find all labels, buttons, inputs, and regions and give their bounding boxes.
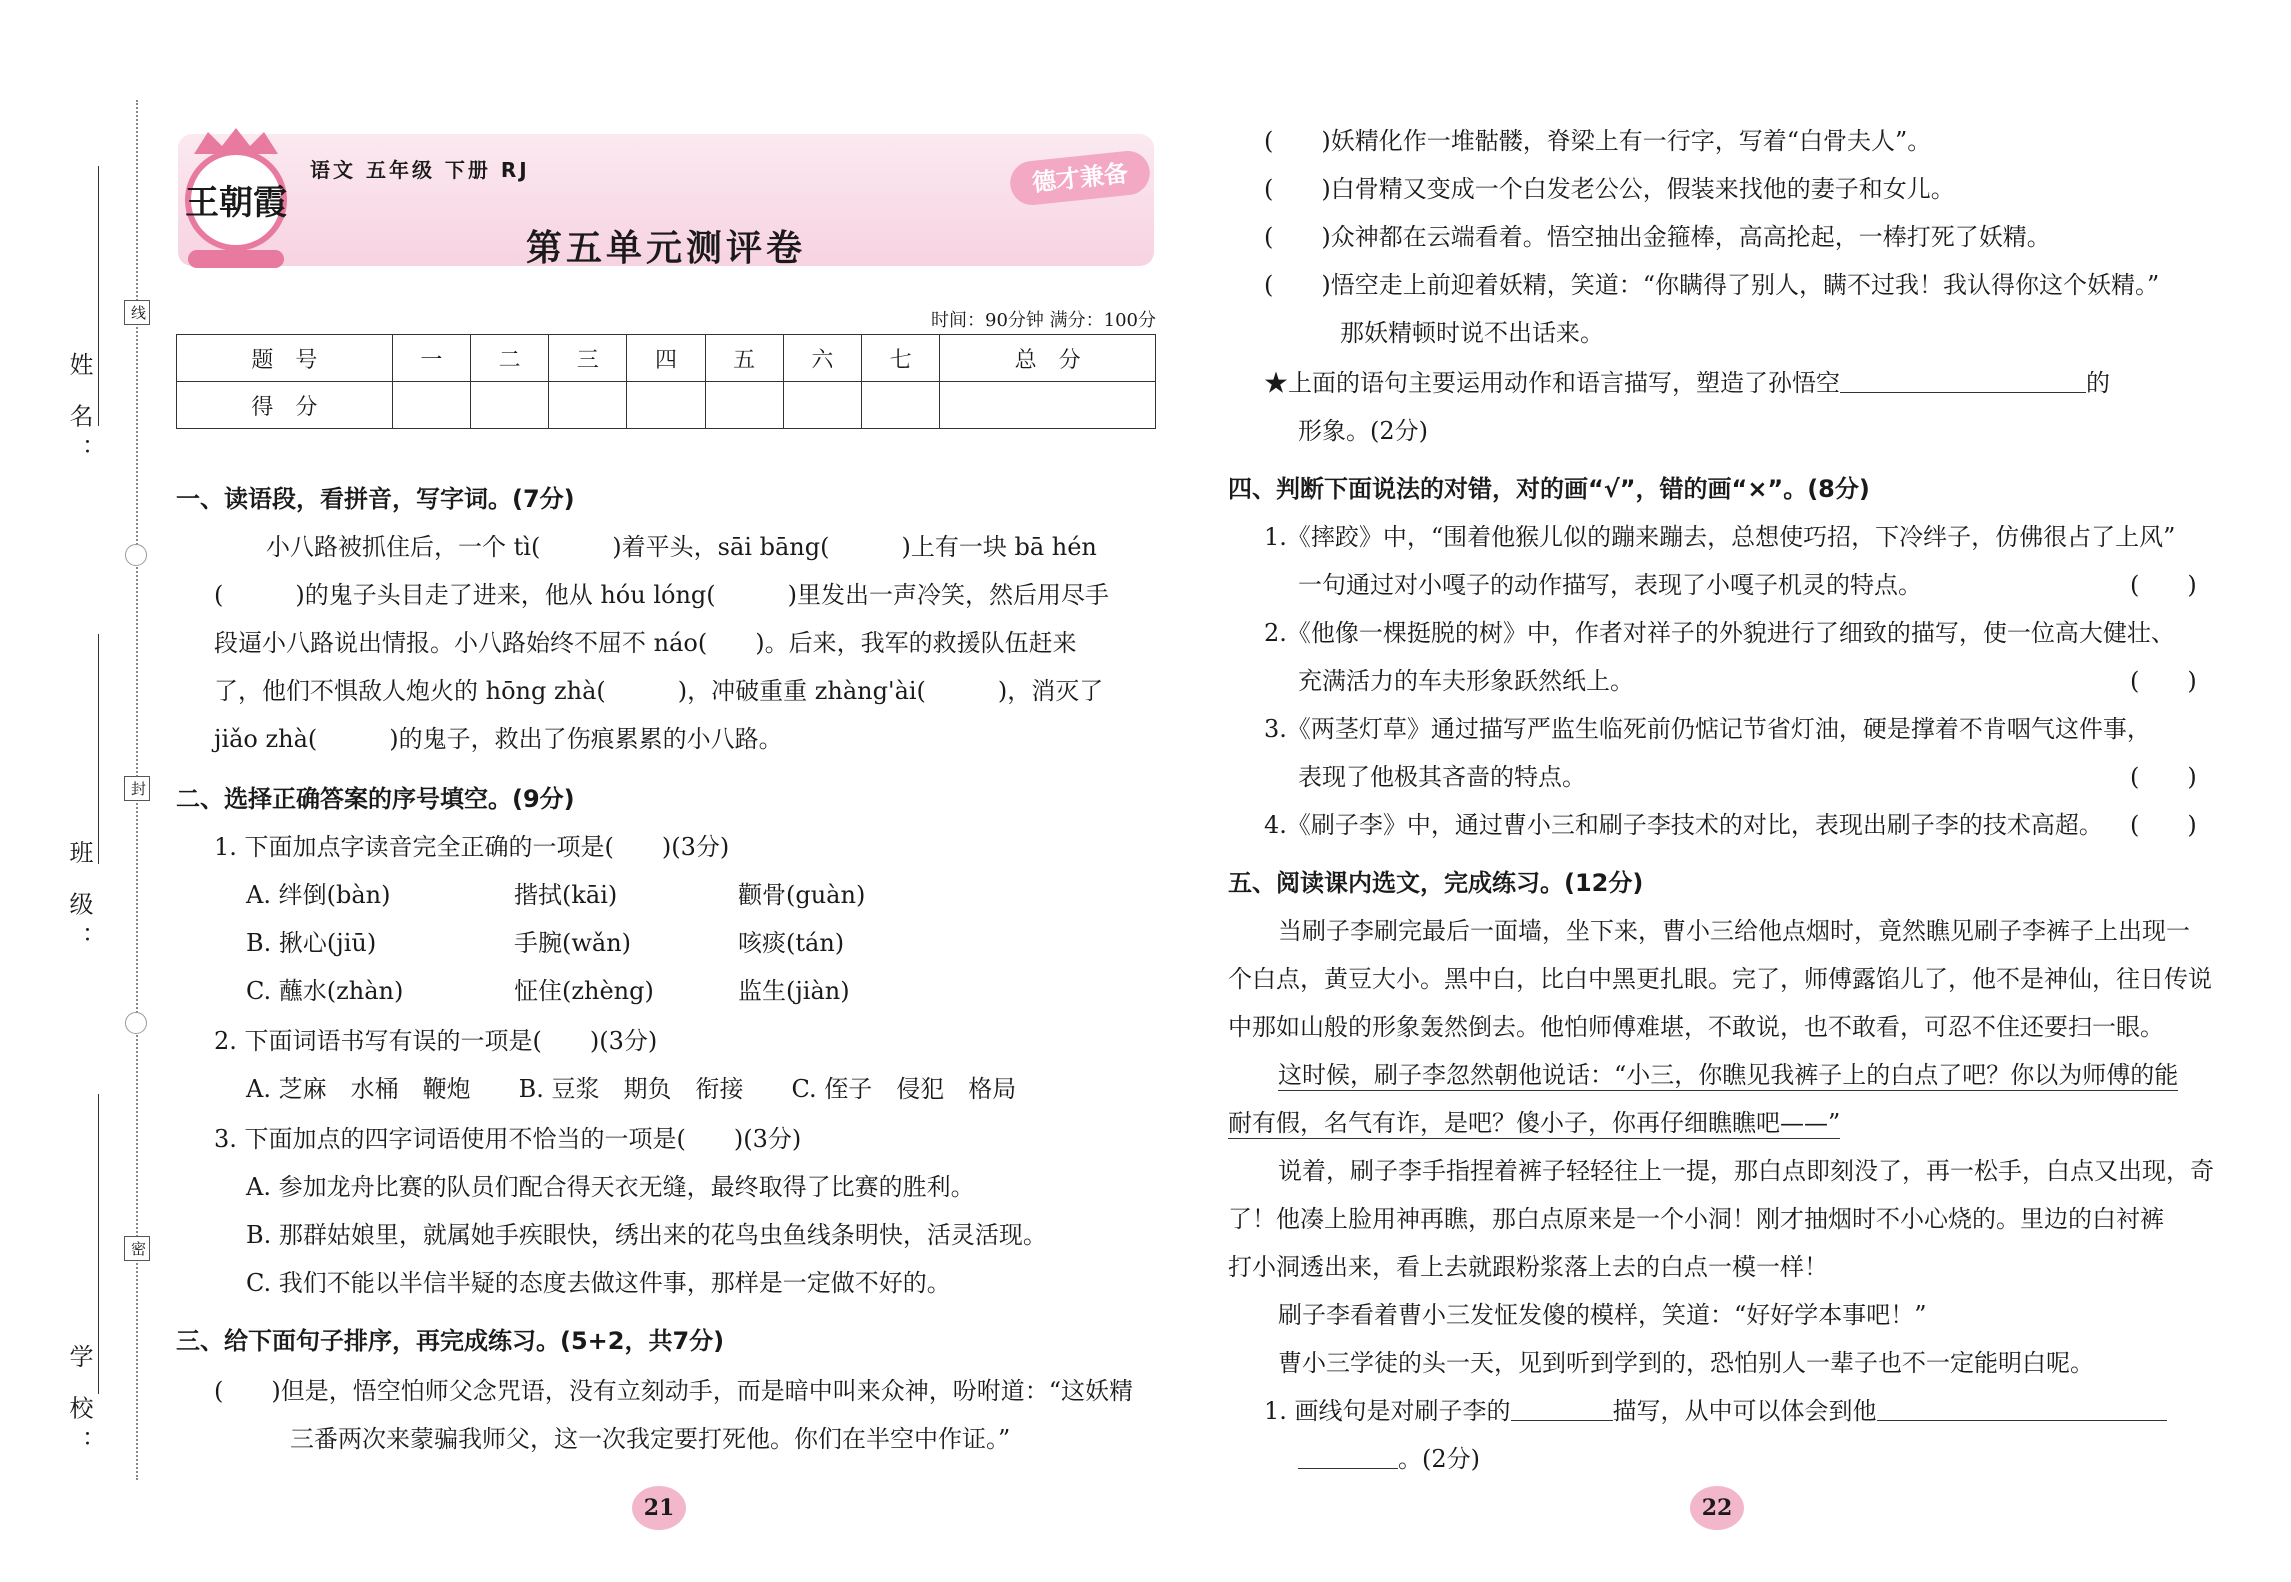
option-a1: A. 绊倒(bàn) (246, 881, 391, 909)
reading-passage-line: 个白点，黄豆大小。黑中白，比白中黑更扎眼。完了，师傅露馅儿了，他不是神仙，往日传说 (1228, 965, 2212, 993)
binding-tag-xian: 线 (124, 300, 150, 325)
section-1-text: jiǎo zhà( )的鬼子，救出了伤痕累累的小八路。 (214, 725, 783, 753)
binding-hole (125, 1012, 147, 1034)
option-b2: 手腕(wǎn) (514, 929, 632, 957)
reading-question-text: 1. 画线句是对刷子李的 (1264, 1397, 1511, 1425)
class-field[interactable] (98, 634, 99, 864)
option-a2: 揩拭(kāi) (514, 881, 618, 909)
question-2-options: A. 芝麻 水桶 鞭炮 B. 豆浆 期负 衔接 C. 侄子 侵犯 格局 (246, 1075, 1017, 1103)
section-1-text: 小八路被抓住后，一个 tì( )着平头，sāi bāng( )上有一块 bā hén (266, 533, 1097, 561)
option-a: A. 参加龙舟比赛的队员们配合得天衣无缝，最终取得了比赛的胜利。 (246, 1173, 975, 1201)
section-2-title: 二、选择正确答案的序号填空。(9分) (176, 785, 575, 813)
section-5-title: 五、阅读课内选文，完成练习。(12分) (1228, 869, 1644, 897)
time-info: 时间：90分钟 满分：100分 (931, 310, 1156, 331)
score-input-cell[interactable] (549, 382, 627, 429)
score-table-score-row (177, 382, 1156, 429)
judge-item: 一句通过对小嘎子的动作描写，表现了小嘎子机灵的特点。 (1298, 571, 1922, 599)
score-table (176, 334, 1156, 429)
reading-passage-line: 刷子李看着曹小三发怔发傻的模样，笑道：“好好学本事吧！” (1278, 1301, 1927, 1329)
sentence-line: ( )白骨精又变成一个白发老公公，假装来找他的妻子和女儿。 (1264, 175, 1955, 203)
score-table-cell: 三 (549, 335, 627, 382)
section-1-text: 了，他们不惧敌人炮火的 hōng zhà( )，冲破重重 zhàng'ài( )，消灭了 (214, 677, 1104, 705)
score-table-cell: 四 (627, 335, 705, 382)
section-1-text: ( )的鬼子头目走了进来，他从 hóu lóng( )里发出一声冷笑，然后用尽手 (214, 581, 1110, 609)
option-c2: 怔住(zhèng) (514, 977, 654, 1005)
option-b: B. 那群姑娘里，就属她手疾眼快，绣出来的花鸟虫鱼线条明快，活灵活现。 (246, 1221, 1047, 1249)
reading-passage-line: 中那如山般的形象轰然倒去。他怕师傅难堪，不敢说，也不敢看，可忍不住还要扫一眼。 (1228, 1013, 2164, 1041)
sentence-line: 那妖精顿时说不出话来。 (1340, 319, 1604, 347)
reading-passage-line: 说着，刷子李手指捏着裤子轻轻往上一提，那白点即刻没了，再一松手，白点又出现，奇 (1278, 1157, 2214, 1185)
score-table-cell: 二 (470, 335, 548, 382)
school-label: 学 校： (65, 1344, 93, 1464)
score-input-cell[interactable] (861, 382, 939, 429)
score-input-cell[interactable] (705, 382, 783, 429)
reading-passage-line-underlined: 这时候，刷子李忽然朝他说话：“小三，你瞧见我裤子上的白点了吧？你以为师傅的能 (1278, 1061, 2179, 1089)
star-question-end: 的 (2086, 369, 2110, 397)
reading-passage-line: 曹小三学徒的头一天，见到听到学到的，恐怕别人一辈子也不一定能明白呢。 (1278, 1349, 2094, 1377)
score-table-cell: 题 号 (177, 335, 393, 382)
option-c: C. 我们不能以半信半疑的态度去做这件事，那样是一定做不好的。 (246, 1269, 951, 1297)
score-input-cell[interactable] (940, 382, 1156, 429)
star-question-cont: 形象。(2分) (1298, 417, 1428, 445)
section-1-text: 段逼小八路说出情报。小八路始终不屈不 náo( )。后来，我军的救援队伍赶来 (214, 629, 1077, 657)
option-c3: 监生(jiàn) (738, 977, 850, 1005)
reading-passage-line: 了！他凑上脸用神再瞧，那白点原来是一个小洞！刚才抽烟时不小心烧的。里边的白衬裤 (1228, 1205, 2164, 1233)
school-field[interactable] (98, 1094, 99, 1394)
judge-item: 2.《他像一棵挺脱的树》中，作者对祥子的外貌进行了细致的描写，使一位高大健壮、 (1264, 619, 2175, 647)
sentence-line: ( )妖精化作一堆骷髅，脊梁上有一行字，写着“白骨夫人”。 (1264, 127, 1932, 155)
binding-tag-feng: 封 (124, 776, 150, 801)
option-b3: 咳痰(tán) (738, 929, 845, 957)
reading-passage-line: 当刷子李刷完最后一面墙，坐下来，曹小三给他点烟时，竟然瞧见刷子李裤子上出现一 (1278, 917, 2190, 945)
answer-blank[interactable] (1840, 370, 2086, 393)
score-input-cell[interactable] (627, 382, 705, 429)
question-1: 1. 下面加点字读音完全正确的一项是( )(3分) (214, 833, 730, 861)
section-3-text: ( )但是，悟空怕师父念咒语，没有立刻动手，而是暗中叫来众神，吩咐道：“这妖精 (214, 1377, 1133, 1405)
score-input-cell[interactable] (470, 382, 548, 429)
score-input-cell[interactable] (783, 382, 861, 429)
score-table-cell: 得 分 (177, 382, 393, 429)
page-number-left: 21 (632, 1486, 686, 1530)
binding-tag-mi: 密 (124, 1236, 150, 1261)
name-field[interactable] (98, 166, 99, 426)
answer-blank[interactable] (1298, 1446, 1398, 1469)
reading-question-1 (1264, 1396, 2167, 1426)
score-table-header-row (177, 335, 1156, 382)
option-b1: B. 揪心(jiū) (246, 929, 377, 957)
score-input-cell[interactable] (392, 382, 470, 429)
judge-answer-paren[interactable]: ( ) (2130, 763, 2197, 791)
answer-blank[interactable] (1877, 1398, 2167, 1421)
section-3-text: 三番两次来蒙骗我师父，这一次我定要打死他。你们在半空中作证。” (290, 1425, 1011, 1453)
question-3: 3. 下面加点的四字词语使用不恰当的一项是( )(3分) (214, 1125, 802, 1153)
option-c1: C. 蘸水(zhàn) (246, 977, 404, 1005)
question-2: 2. 下面词语书写有误的一项是( )(3分) (214, 1027, 658, 1055)
sentence-line: ( )悟空走上前迎着妖精，笑道：“你瞒得了别人，瞒不过我！我认得你这个妖精。” (1264, 271, 2160, 299)
reading-question-text: 。(2分) (1398, 1445, 1480, 1473)
score-table-cell: 总 分 (940, 335, 1156, 382)
reading-question-text: 描写，从中可以体会到他 (1612, 1397, 1877, 1425)
section-1-title: 一、读语段，看拼音，写字词。(7分) (176, 485, 575, 513)
judge-item: 3.《两茎灯草》通过描写严监生临死前仍惦记节省灯油，硬是撑着不肯咽气这件事， (1264, 715, 2151, 743)
judge-answer-paren[interactable]: ( ) (2130, 571, 2197, 599)
name-label: 姓 名： (65, 352, 93, 472)
star-question-text: ★上面的语句主要运用动作和语言描写，塑造了孙悟空 (1264, 369, 1840, 397)
section-3-title: 三、给下面句子排序，再完成练习。(5+2，共7分) (176, 1327, 725, 1355)
sentence-line: ( )众神都在云端看着。悟空抽出金箍棒，高高抡起，一棒打死了妖精。 (1264, 223, 2051, 251)
binding-hole (125, 544, 147, 566)
judge-item: 充满活力的车夫形象跃然纸上。 (1298, 667, 1634, 695)
score-table-cell: 五 (705, 335, 783, 382)
class-label: 班 级： (65, 840, 93, 960)
answer-blank[interactable] (1511, 1398, 1613, 1421)
star-question (1264, 368, 2110, 398)
score-table-cell: 六 (783, 335, 861, 382)
judge-item: 4.《刷子李》中，通过曹小三和刷子李技术的对比，表现出刷子李的技术高超。 (1264, 811, 2103, 839)
judge-item: 1.《摔跤》中，“围着他猴儿似的蹦来蹦去，总想使巧招，下冷绊子，仿佛很占了上风” (1264, 523, 2176, 551)
reading-passage-line: 打小洞透出来，看上去就跟粉浆落上去的白点一模一样！ (1228, 1253, 1828, 1281)
reading-passage-line-underlined: 耐有假，名气有诈，是吧？傻小子，你再仔细瞧瞧吧——” (1228, 1109, 1841, 1137)
header-badge: 德才兼备 (1008, 149, 1152, 207)
section-4-title: 四、判断下面说法的对错，对的画“√”，错的画“×”。(8分) (1228, 475, 1870, 503)
page-number-right: 22 (1690, 1486, 1744, 1530)
reading-question-1-cont (1298, 1444, 1480, 1474)
header-meta: 语文 五年级 下册 RJ (310, 158, 530, 182)
page-title: 第五单元测评卷 (525, 228, 806, 269)
svg-text:王朝霞: 王朝霞 (185, 183, 287, 223)
judge-answer-paren[interactable]: ( ) (2130, 667, 2197, 695)
option-a3: 颧骨(guàn) (738, 881, 866, 909)
score-table-cell: 一 (392, 335, 470, 382)
score-table-cell: 七 (861, 335, 939, 382)
judge-answer-paren[interactable]: ( ) (2130, 811, 2197, 839)
judge-item: 表现了他极其吝啬的特点。 (1298, 763, 1586, 791)
